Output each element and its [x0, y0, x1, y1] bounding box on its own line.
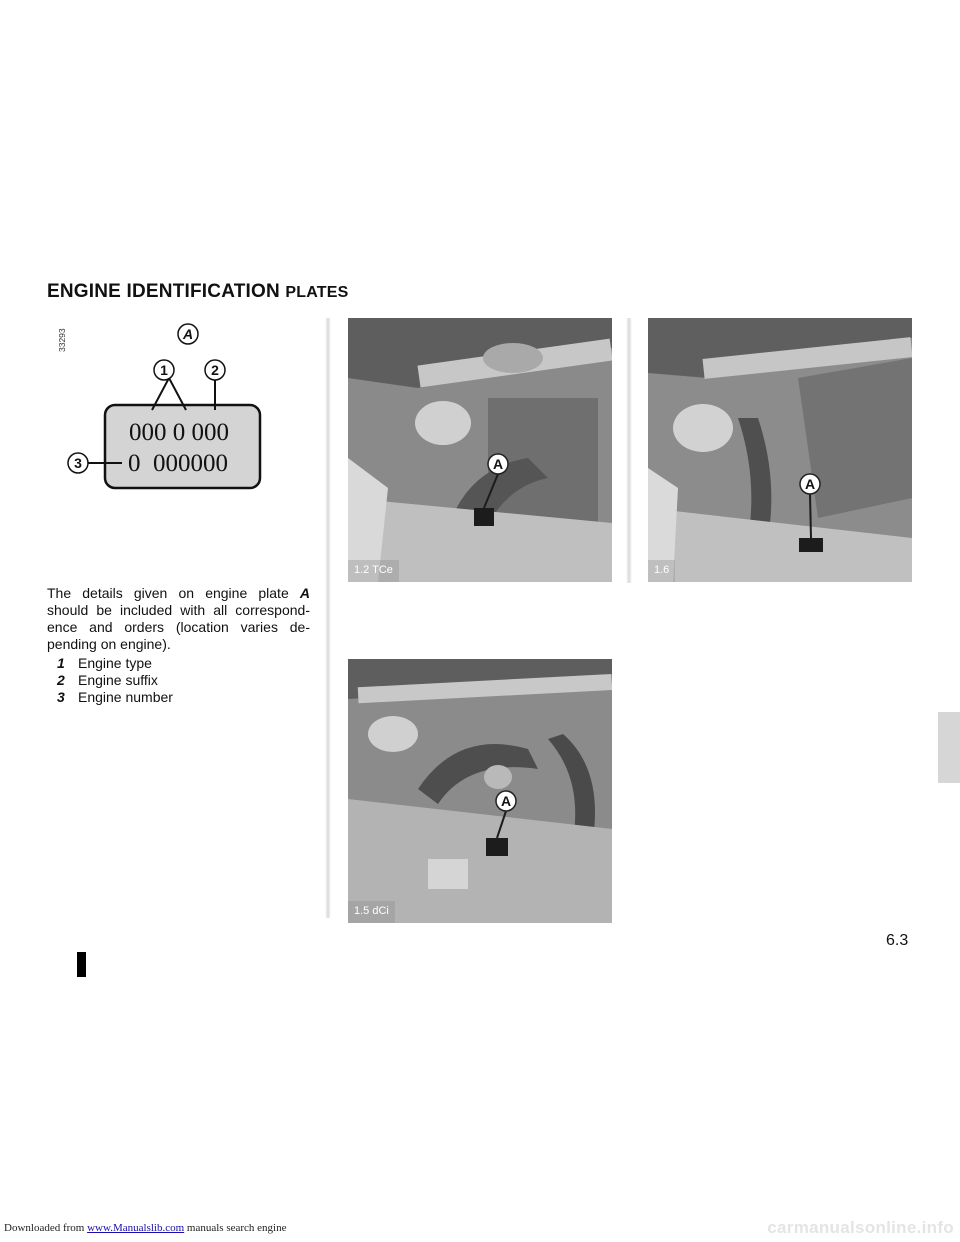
download-banner — [4, 1222, 286, 1234]
column-divider-right — [626, 318, 632, 583]
plate-line-1: 000 0 000 — [129, 419, 229, 446]
column-divider-left — [325, 318, 331, 918]
title-small: PLATES — [285, 284, 349, 301]
watermark: carmanualsonline.info — [767, 1218, 954, 1237]
photo-one-six-label: 1.6 — [648, 560, 675, 582]
margin-marker — [77, 952, 86, 977]
photo-engine-dci — [348, 659, 612, 923]
photo-engine-tce — [348, 318, 612, 582]
banner-prefix: Downloaded from — [4, 1222, 85, 1234]
manualslib-link[interactable]: www.Manualslib.com — [87, 1222, 185, 1234]
photo-one-six-callout: A — [804, 476, 816, 492]
callout-2: 2 — [211, 362, 219, 378]
callout-3: 3 — [74, 455, 82, 471]
legend-item — [57, 689, 173, 706]
banner-suffix: manuals search engine — [186, 1222, 287, 1234]
legend-label: Engine type — [78, 655, 152, 671]
legend-number: 2 — [57, 672, 65, 688]
photo-dci-callout: A — [500, 793, 512, 809]
engine-plate-diagram — [60, 320, 270, 500]
page-number: 6.3 — [886, 932, 909, 949]
figure-code-plate: 33293 — [57, 328, 67, 352]
callout-1: 1 — [160, 362, 168, 378]
plate-line-2: 0 000000 — [128, 450, 228, 477]
photo-tce-callout: A — [492, 456, 504, 472]
legend-item — [57, 672, 173, 689]
description-text-before: The details given on engine plate — [47, 585, 300, 601]
title-main: ENGINE IDENTIFICATION — [47, 281, 280, 302]
chapter-tab — [938, 712, 960, 783]
legend-item — [57, 655, 173, 672]
description-plate-ref: A — [299, 585, 310, 601]
legend-list — [57, 655, 173, 706]
legend-number: 1 — [57, 655, 65, 671]
plate-callout-a: A — [182, 326, 194, 342]
description-text-after: should be included with all correspond-ence and orders (location varies de-pending on engine). — [47, 602, 310, 652]
photo-dci-label: 1.5 dCi — [348, 901, 395, 923]
legend-number: 3 — [57, 689, 65, 705]
description-paragraph — [47, 585, 310, 653]
legend-label: Engine suffix — [78, 672, 158, 688]
legend-label: Engine number — [78, 689, 173, 705]
photo-tce-label: 1.2 TCe — [348, 560, 399, 582]
photo-engine-one-six — [648, 318, 912, 582]
page-title — [47, 281, 349, 303]
